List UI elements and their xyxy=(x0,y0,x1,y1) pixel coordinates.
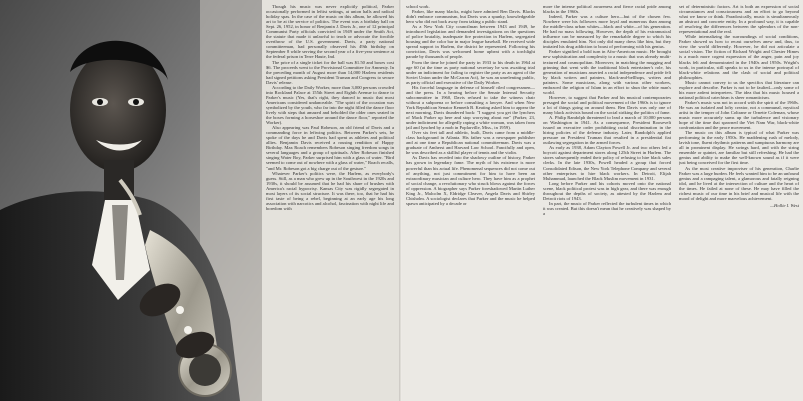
paragraph: Indeed, Parker was a culture hero—but of the chosen few. Nowhere were his followers more loyal and numerous than among the middle-class urban whites—black and white—of his generation. He had no mass following. However, the depth of his extramusical influence can be measured by the remarkable degree to which his disciples emulated him. Not only did many dress like him, but they imitated his drug addiction to boast of performing with his genius. xyxy=(543,14,671,50)
paragraph: The music on this album is typical of what Parker was performing in the early 1950s. He maddening rush of melody, lavish tone, fluent rhythmic patterns and sumptuous harmony are all in prominent display. He swings hard, and with the string ensemble or quintet, are familiar but still refreshing. He had the genius and ability to make the well-known sound as if it were just being conceived for the first time. xyxy=(679,130,799,166)
right-page xyxy=(402,0,803,401)
paragraph: Whatever Parker's politics were, the Harlem, as everybody's guess. Still, as a man who grew up in the Southwest in the 1920s and 1930s, it should be assumed that he had his share of brushes with America's racial hypocrisy. Kansas City was rigidly segregated in most layers of its social structure. It was there, too, that he had his first taste of being a rebel, beginning at an early age his long association with narcotics and alcohol, fascination with night life and boredom with xyxy=(266,170,394,211)
paragraph: Over six feet tall and athletic, built, Davis came from a middle-class background in Atlanta. His father was a newspaper publisher and at one time a Republican national committeeman. Davis was a graduate of Amherst and Harvard Law School. Fancifully and open, he was described as a skillful player of tennis and the violin. xyxy=(406,130,535,156)
paragraph: While internalizing the surroundings of social conditions, Parker showed us how to recast ourselves anew and, thus, to view the world differently. However, he did not articulate a social vision. The fiction of Richard Wright and Chester Himes is a much more cogent expression of the anger, pain and joy blacks felt and demonstrated in the 1940s and 1950s. Wright's work, in particular, still speaks to us in the intense portrayal of black-white relations and the clash of social and political philosophies. xyxy=(679,34,799,80)
paragraph: school work. xyxy=(406,4,430,9)
paragraph: Music cannot convey to us the specifics that literature can explore and describe. Parker is not to be faulted—only some of his more ardent interpreters. The idea that his music housed a national political catechism is sheer romanticism. xyxy=(679,79,799,100)
paragraph: Parker signified a bold turn in Afro-American music. He brought new sophistication and complexity to a music that was already multi-textured and cosmopolitan. Moreover, in matching the mugging and grinning that went with the traditional black entertainer's role, his generation of musicians asserted a racial independence and pride felt by black writers and painters, black-and-bellhops, writers and painters. Some musicians, along with various other workers, embraced the religion of Islam in an effort to shun the white man's world. xyxy=(543,49,671,95)
paragraph: Long before Parker and his cohorts moved onto the national scene, black political protest was in high gear, and there was enough throughout the depths of society, as attested by the Harlem and Detroit riots of 1943. xyxy=(543,180,671,201)
text-column-1 xyxy=(266,4,394,397)
paragraph: As a New York City councilman between 1943 and 1949, he introduced legislation and demanded investigations on the questions of police brutality, inadequate fire protection in Harlem, segregated housing and the color bar in major league baseball. He received wide spread support in Harlem, the district he represented. Following his conviction, Davis was welcomed home upbeat with a torchlight parade by thousands of people. xyxy=(406,24,535,60)
paragraph: Though his music was never explicitly political, Parker occasionally performed in leftist settings, at union halls and radical holiday spas. In the case of the music on this album, he allowed his art to be at the service of politics. The event was a birthday ball on Sept. 26, 1952, in honor of Benjamin J. Davis Jr., one of 12 principal Communist Party officials convicted in 1949 under the Smith Act, the statute that made it unlawful to teach or advocate the forcible overthrow of the U.S. government. Davis, a party national committeeman, had personally observed his 49th birthday on September 8 while serving the second year of a five-year sentence at the federal prison in Terre Haute, Ind. xyxy=(266,4,394,60)
saxophonist-photo xyxy=(0,0,262,401)
left-page xyxy=(0,0,401,401)
text-column-2 xyxy=(406,4,535,397)
text-column-3 xyxy=(543,4,671,397)
text-column-4 xyxy=(679,4,799,397)
paragraph: As Davis has receded into the shadowy outline of history, Parker has grown in legendary fame. The myth of his existence is more powerful than his actual life. Phenomenal sequences did not come out of anything, not just commitment for him to have been an extraordinary musician and culture hero. They have him as a prophet of social change, a revolutionary who struck blows against the forces of oppression. A biographer says Parker foreshadowed Martin Luther King Jr., Malcolm X, Eldridge Cleaver, Angela Davis and Shirley Chisholm. A sociologist declares that Parker and the music he helped spawn anticipated by a decade or xyxy=(406,155,535,206)
paragraph: A. Philip Randolph threatened to lead a march of 10,000 persons on Washington in 1941. As a consequence, President Roosevelt issued an executive order prohibiting racial discrimination in the hiring policies of the defense industry. Later, Randolph's applied pressure on President Truman that resulted in a presidential fiat outlawing segregation in the armed forces. xyxy=(543,115,671,146)
paragraph: According to the Daily Worker, more than 3,000 persons crowded into Rockland Palace at 155th Street and Eighth Avenue to dance to Parker's music (Yes, that's right, they danced to music that most Americans considered undanceable. "The spirit of the occasion was symbolized by the youth, who far into the night filled the dance floor lively with steps that amazed and beholded the older ones seated in the boxes forming a horseshoe around the dance floor," reported the Worker). xyxy=(266,84,394,126)
paragraph: From the time he joined the party in 1933 to his death in 1964 at age 60 (at the time as party national secretary he was awaiting trial under an indictment for failing to register the party as an agent of the Soviet Union under the McCarran Act), he was an unrelenting public, as party official and executive of the Daily Worker. xyxy=(406,59,535,85)
paragraph: However, to suggest that Parker and his musical contemporaries presaged the social and political movement of the 1960s is to ignore a lot of things going on around them. Ben Davis was only one of many black activists bound on the social striking the politics of fame. xyxy=(543,94,671,115)
paragraph: As the most creative improviser of his generation, Charlie Parker was a large burden. He feels wanted him to be an unfound genius and a rampaging talent, a glamorous and fatally reigning idol, and he lived at the intersection of culture and the heart of the times. He failed at none of these. He may have filled the richest music of our time in his brief and musical life with the mood of delight and more marvelous achievement. xyxy=(679,165,799,201)
paragraph: In part, the music of Parker reflected the turbulent times in which it was created. But this doesn't mean that he creatively was shaped by a xyxy=(543,200,671,216)
paragraph: His forceful language in defense of himself riled congressmen—and the press. In a hearing before the Senate Internal Security subcommittee in 1960, Davis refused to take the witness chair without a subpoena or before consulting a lawyer. And when New York Republican Senator Kenneth B. Keating asked him to appear the next morning, Davis thundered back: "I suggest you get the lynchers of Mack Parker up here and stop worrying about me" (Parker, 23, under indictment for allegedly raping a white woman, was taken from jail and lynched by a mob in Poplarville, Miss., in 1959). xyxy=(406,84,535,131)
paragraph: Also appearing was Paul Robeson, an old friend of Davis and a commanding force in leftwing politics. Between Parker's sets, he spoke of the days he and Davis had spent as athletes and political allies. Benjamin Davis received a rousing rendition of Happy Birthday. Max Roach remembers Robeson singing freedom songs in several languages and a group of spirituals. After Robeson finished singing Water Boy, Parker surprised him with a glass of water. "Bird seemed to come out of nowhere with a glass of water," Roach recalls, "and Mr. Robeson got a big charge out of the gesture." xyxy=(266,125,394,171)
paragraph: Parker, like many blacks, might have admired Ben Davis. Blacks didn't embrace communism, but Davis was a spunky, knowledgeable hero who did not back away from taking a public stand. xyxy=(406,9,535,25)
paragraph: more the intense political awareness and fierce racial pride among blacks in the 1960s. xyxy=(543,4,671,15)
author-signature: —Hollie I. West xyxy=(769,202,799,208)
paragraph: Parker's music was not in accord with the spirit of the 1960s. He was an isolated and lofty creator, not a communal, mystical artist in the temper of John Coltrane or Ornette Coleman, whose music more accurately sums up the turbulence and visionary hope of the time that spawned the Viet Nam War, black-white confrontation and the peace movement. xyxy=(679,99,799,131)
paragraph: set of deterministic factors. Art is both an expression of social circumstances and consciousness and an effort to go beyond what we know or think. Paradoxically, music is simultaneously an abstract and concrete entity. In a profound way, it is capable of resolving the differences between the splendors of the non-representational and the real. xyxy=(679,4,799,35)
paragraph: As early as 1938, Adam Clayton Powell Jr. and two others led a boycott against department stores along 125th Street in Harlem. The stores subsequently ended their policy of refusing to hire black sales clerks. In the late 1930s, Powell headed a group that forced Consolidated Edison, the New York Telephone Company and several other enterprises to hire black workers. In Detroit, Elijah Muhammad, launched the Black Muslim movement in 1931. xyxy=(543,145,671,181)
paragraph: The price of a single ticket for the ball was $1.50 and boxes cost $6. The proceeds went to the Provisional Committee for Amnesty. In the preceding month of August more than 14,000 Harlem residents had signed petitions asking President Truman and Congress to secure Davis' release. xyxy=(266,59,394,85)
